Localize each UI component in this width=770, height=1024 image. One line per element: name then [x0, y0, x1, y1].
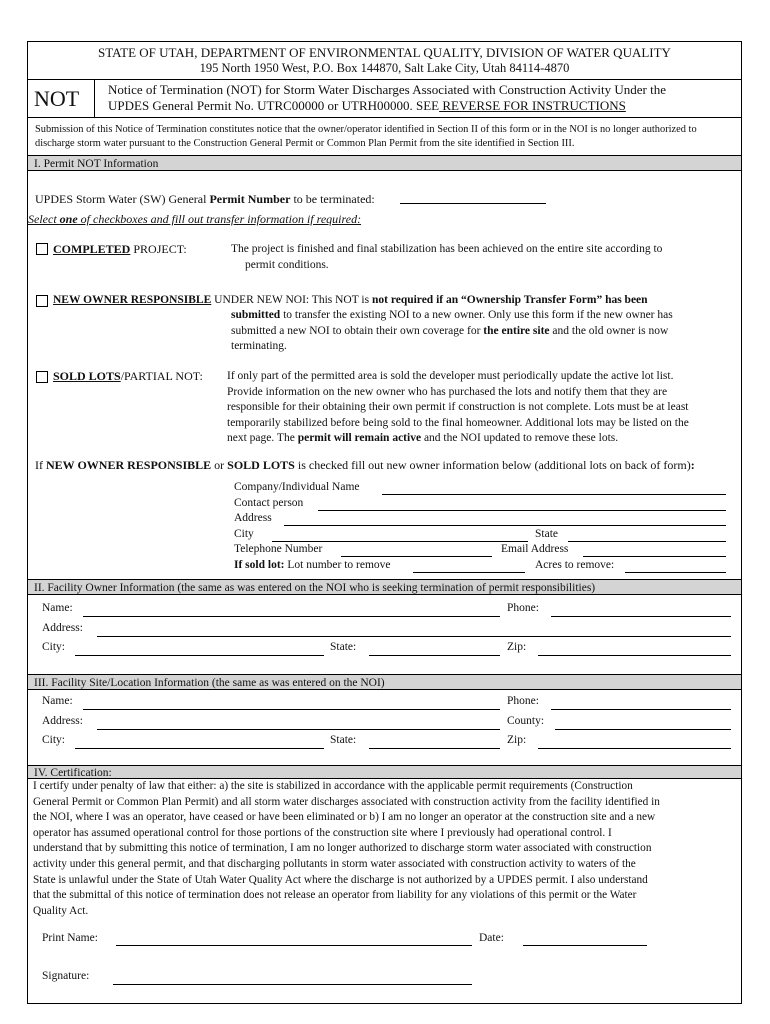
sold-lots-l5-c: and the NOI updated to remove these lots. [421, 432, 619, 444]
cert-line-4: operator has assumed operational control for those portions of the construction site where I previously had operational control. I [33, 826, 612, 839]
owner-city-label: City: [42, 641, 66, 653]
sold-lots-label-bold: SOLD LOTS [53, 369, 121, 383]
sold-lots-line3: responsible for their obtaining their own permit if construction is not complete. Lots must be at least [227, 401, 689, 413]
certification-text [33, 779, 660, 919]
completed-checkbox[interactable] [36, 243, 48, 255]
print-name-input[interactable] [116, 945, 472, 946]
site-name-label: Name: [42, 695, 73, 707]
select-text-c: of checkboxes and fill out transfer information if required: [77, 212, 362, 226]
if-sold-lot-bold: If sold lot: [234, 559, 285, 571]
site-county-input[interactable] [555, 729, 731, 730]
permit-number-bold: Permit Number [209, 192, 291, 206]
site-city-input[interactable] [75, 748, 324, 749]
new-owner-submitted: submitted [231, 309, 281, 321]
owner-state-input[interactable] [369, 655, 500, 656]
form-subtitle-line1: Notice of Termination (NOT) for Storm Water Discharges Associated with Construction Activity Under the [108, 82, 667, 97]
site-county-label: County: [507, 715, 545, 727]
site-phone-label: Phone: [507, 695, 539, 707]
permit-suffix: to be terminated: [290, 192, 375, 206]
permit-number-label [35, 192, 375, 207]
new-owner-lead: UNDER NEW NOI: This NOT is [211, 294, 372, 306]
cert-line-8: that the submittal of this notice of termination does not release an operator from liability for any violations of this permit or the Water [33, 889, 637, 902]
agency-heading: STATE OF UTAH, DEPARTMENT OF ENVIRONMENTAL QUALITY, DIVISION OF WATER QUALITY [98, 45, 671, 60]
acres-label: Acres to remove: [535, 559, 615, 571]
form-code-divider [94, 79, 95, 117]
new-owner-l3-a: submitted a new NOI to obtain their own coverage for [231, 324, 484, 337]
owner-city-input[interactable] [75, 655, 324, 656]
completed-desc-line2: permit conditions. [245, 258, 329, 271]
completed-label-bold: COMPLETED [53, 242, 131, 256]
new-owner-line2 [231, 308, 673, 324]
sold-lots-l5-a: next page. The [227, 432, 298, 444]
sold-lots-label [53, 369, 203, 384]
site-address-input[interactable] [97, 729, 500, 730]
completed-label [53, 242, 187, 257]
completed-label-rest: PROJECT: [130, 242, 187, 256]
if-text-sold-lots: SOLD LOTS [227, 458, 295, 472]
lot-number-text: Lot number to remove [284, 559, 391, 571]
if-text-a: If [35, 458, 46, 472]
company-name-input[interactable] [382, 494, 726, 495]
reverse-instructions-link: REVERSE FOR INSTRUCTIONS [439, 98, 626, 113]
signature-label: Signature: [42, 970, 90, 982]
if-text-colon: : [690, 458, 695, 472]
subtitle-permit-text: UPDES General Permit No. UTRC00000 or UTRH00000. SEE [108, 98, 440, 113]
cert-line-9: Quality Act. [33, 904, 89, 917]
new-owner-checkbox[interactable] [36, 295, 48, 307]
section3-header: III. Facility Site/Location Information (the same as was entered on the NOI) [28, 674, 741, 690]
new-owner-entire-site: the entire site [483, 324, 550, 337]
lot-number-label [234, 559, 391, 571]
site-name-input[interactable] [83, 709, 500, 710]
new-owner-label: NEW OWNER RESPONSIBLE [53, 294, 212, 306]
if-text-new-owner: NEW OWNER RESPONSIBLE [46, 458, 212, 472]
owner-zip-input[interactable] [538, 655, 731, 656]
telephone-input[interactable] [341, 556, 492, 557]
new-owner-instruction [35, 458, 695, 473]
site-phone-input[interactable] [551, 709, 731, 710]
sold-lots-checkbox[interactable] [36, 371, 48, 383]
cert-line-1: I certify under penalty of law that either: a) the site is stabilized in accordance with the applicable permit requirements (Construction [33, 780, 633, 792]
intro-notice: Submission of this Notice of Termination constitutes notice that the owner/operator identified in Section II of this form or in the NOI is no longer authorized to discharge storm water pursuant to the Construction General Permit or Common Plan Permit from the site identified in Section III. [35, 124, 697, 149]
cert-line-3: the NOI, where I was an operator, have ceased or have been eliminated or b) I am no longer an operator at the construction site and a new [33, 811, 656, 824]
completed-desc-line1: The project is finished and final stabilization has been achieved on the entire site according to [231, 243, 663, 255]
form-page [27, 41, 742, 1004]
date-input[interactable] [523, 945, 647, 946]
email-input[interactable] [583, 556, 726, 557]
site-address-label: Address: [42, 715, 83, 727]
owner-phone-label: Phone: [507, 602, 539, 614]
address-label: Address [234, 512, 272, 524]
sold-lots-line4: temporarily stabilized before being sold to the final homeowner. Additional lots may be listed on the [227, 416, 689, 429]
new-owner-bold1: not required if an “Ownership Transfer Form” has been [371, 294, 648, 306]
lot-number-input[interactable] [413, 572, 525, 573]
owner-name-input[interactable] [83, 616, 500, 617]
site-city-label: City: [42, 734, 66, 746]
cert-line-6: activity under this general permit, and that discharging pollutants in storm water associated with construction activity to waters of the [33, 857, 636, 870]
owner-name-label: Name: [42, 602, 73, 614]
cert-line-7: State is unlawful under the State of Utah Water Quality Act where the discharge is not authorized by a UPDES permit. I also understand [33, 873, 648, 886]
site-zip-input[interactable] [538, 748, 731, 749]
date-label: Date: [479, 932, 504, 944]
sold-lots-line1: If only part of the permitted area is sold the developer must periodically update the active lot list. [227, 370, 674, 382]
address-input[interactable] [284, 525, 726, 526]
sold-lots-label-rest: /PARTIAL NOT: [120, 369, 203, 383]
contact-person-input[interactable] [318, 510, 726, 511]
completed-description [231, 242, 662, 273]
owner-address-label: Address: [42, 622, 83, 634]
form-subtitle-line2 [108, 98, 626, 114]
owner-address-input[interactable] [97, 636, 731, 637]
form-code: NOT [34, 86, 80, 111]
agency-address: 195 North 1950 West, P.O. Box 144870, Salt Lake City, Utah 84114-4870 [199, 61, 570, 75]
signature-input[interactable] [113, 984, 472, 985]
site-zip-label: Zip: [507, 734, 527, 746]
owner-zip-label: Zip: [507, 641, 527, 653]
owner-state-label: State: [330, 641, 357, 653]
section2-header: II. Facility Owner Information (the same as was entered on the NOI who is seeking termination of permit responsibilities) [28, 579, 741, 595]
cert-line-5: understand that by submitting this notice of termination, I am no longer authorized to discharge storm water associated with construction [33, 842, 652, 855]
new-owner-line4: terminating. [231, 340, 287, 352]
email-label: Email Address [501, 543, 569, 555]
telephone-label: Telephone Number [234, 543, 323, 555]
cert-line-2: General Permit or Common Plan Permit) and all storm water discharges associated with construction activity from the facility identified in [33, 795, 660, 808]
sold-lots-remain-active: permit will remain active [297, 432, 422, 444]
acres-input[interactable] [625, 572, 726, 573]
site-state-label: State: [330, 734, 357, 746]
if-text-e: is checked fill out new owner information below (additional lots on back of form) [294, 458, 691, 472]
if-text-or: or [211, 458, 228, 472]
city-label: City [234, 528, 254, 540]
permit-number-input[interactable] [400, 203, 546, 204]
sold-lots-line2: Provide information on the new owner who has purchased the lots and notify them that they are [227, 385, 668, 398]
contact-person-label: Contact person [234, 497, 304, 509]
new-owner-line3 [231, 324, 673, 340]
new-owner-l2-rest: to transfer the existing NOI to a new owner. Only use this form if the new owner has [280, 309, 673, 321]
new-owner-l3-c: and the old owner is now [549, 324, 669, 337]
permit-prefix: UPDES Storm Water (SW) General [35, 192, 210, 206]
sold-lots-description [227, 369, 689, 447]
new-owner-line1 [53, 293, 648, 309]
select-text-a: Select [28, 212, 60, 226]
subtitle-divider [28, 117, 741, 118]
state-input[interactable] [568, 541, 726, 542]
header-divider [28, 79, 741, 80]
site-state-input[interactable] [369, 748, 500, 749]
print-name-label: Print Name: [42, 932, 98, 944]
sold-lots-line5 [227, 431, 689, 447]
section4-header: IV. Certification: [28, 765, 741, 779]
owner-phone-input[interactable] [551, 616, 731, 617]
state-label: State [535, 528, 558, 540]
company-name-label: Company/Individual Name [234, 481, 360, 493]
select-text-one: one [59, 212, 78, 226]
city-input[interactable] [272, 541, 528, 542]
select-instruction [28, 212, 361, 227]
section1-header: I. Permit NOT Information [28, 155, 741, 171]
new-owner-details [231, 308, 673, 355]
